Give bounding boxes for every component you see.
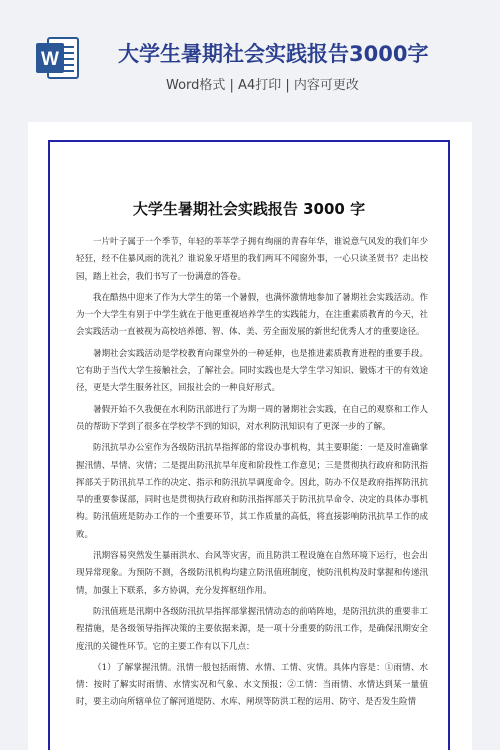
paragraph: 防汛抗旱办公室作为各级防汛抗旱指挥部的常设办事机构，其主要职能：一是及时准确掌握汛情、旱情、灾情；二是提出防汛抗旱年度和阶段性工作意见；三是贯彻执行政府和防汛指挥部关于防汛抗旱工作的决定、指示和防汛抗旱调度命令。因此，防办不仅是政府指挥防汛抗旱的重要参谋部，同时也是贯彻执行政府和防汛指挥部关于防汛抗旱命令、决定的具体办事机构。防汛值班是防办工作的一个重要环节，其工作质量的高低，将直接影响防汛抗旱工作的成败。: [76, 443, 428, 540]
paragraph: 暑期社会实践活动是学校教育向课堂外的一种延伸，也是推进素质教育进程的重要手段。它有助于当代大学生接触社会，了解社会。同时实践也是大学生学习知识、锻炼才干的有效途径，更是大学生服务社区，回报社会的一种良好形式。: [76, 348, 428, 394]
paragraph: （1）了解掌握汛情。汛情一般包括雨情、水情、工情、灾情。具体内容是：①雨情、水情：按时了解实时雨情、水情实况和气象、水文预报；②工情：当雨情、水情达到某一量值时，要主动向所辖单位了解河道堤防、水库、闸坝等防洪工程的运用、防守、是否发生险情: [76, 662, 428, 708]
word-icon: [34, 36, 80, 80]
paragraph: 防汛值班是汛期中各级防汛抗旱指挥部掌握汛情动态的前哨阵地，是防汛抗洪的重要非工程措施，是各级领导指挥决策的主要依据来源，是一项十分重要的防汛工作，是确保汛期安全度汛的关键性环节。它的主要工作有以下几点：: [76, 606, 428, 652]
paragraph: 我在酷热中迎来了作为大学生的第一个暑假，也满怀激情地参加了暑期社会实践活动。作为一个大学生有别于中学生就在于他更重视培养学生的实践能力，在注重素质教育的今天，社会实践活动一直被视为高校培养德、智、体、美、劳全面发展的新世纪优秀人才的重要途径。: [76, 292, 428, 338]
paragraph: 一片叶子属于一个季节，年轻的莘莘学子拥有绚丽的青春年华，谁说意气风发的我们年少轻狂，经不住暴风雨的洗礼？谁说象牙塔里的我们两耳不闻窗外事，一心只读圣贤书？走出校园，踏上社会，我们书写了一份满意的答卷。: [76, 237, 428, 282]
header-banner: [0, 0, 500, 118]
document-title: 大学生暑期社会实践报告 3000 字: [132, 200, 366, 218]
page-title: 大学生暑期社会实践报告3000字: [118, 42, 429, 66]
page-subtitle: Word格式 | A4打印 | 内容可更改: [166, 78, 359, 93]
svg-text:W: W: [41, 49, 59, 70]
paragraph: 汛期容易突然发生暴雨洪水、台风等灾害，而且防洪工程设施在自然环境下运行，也会出现异常现象。为预防不测，各级防汛机构均建立防汛值班制度，使防汛机构及时掌握和传递汛情，加强上下联系，多方协调，充分发挥枢纽作用。: [76, 551, 428, 596]
paragraph: 暑假开始不久我便在水利防汛部进行了为期一周的暑期社会实践，在自己的观察和工作人员的帮助下学到了很多在学校学不到的知识，对水利防汛知识有了更深一步的了解。: [76, 404, 428, 432]
document-body: [76, 234, 428, 716]
document-frame: [48, 140, 450, 750]
